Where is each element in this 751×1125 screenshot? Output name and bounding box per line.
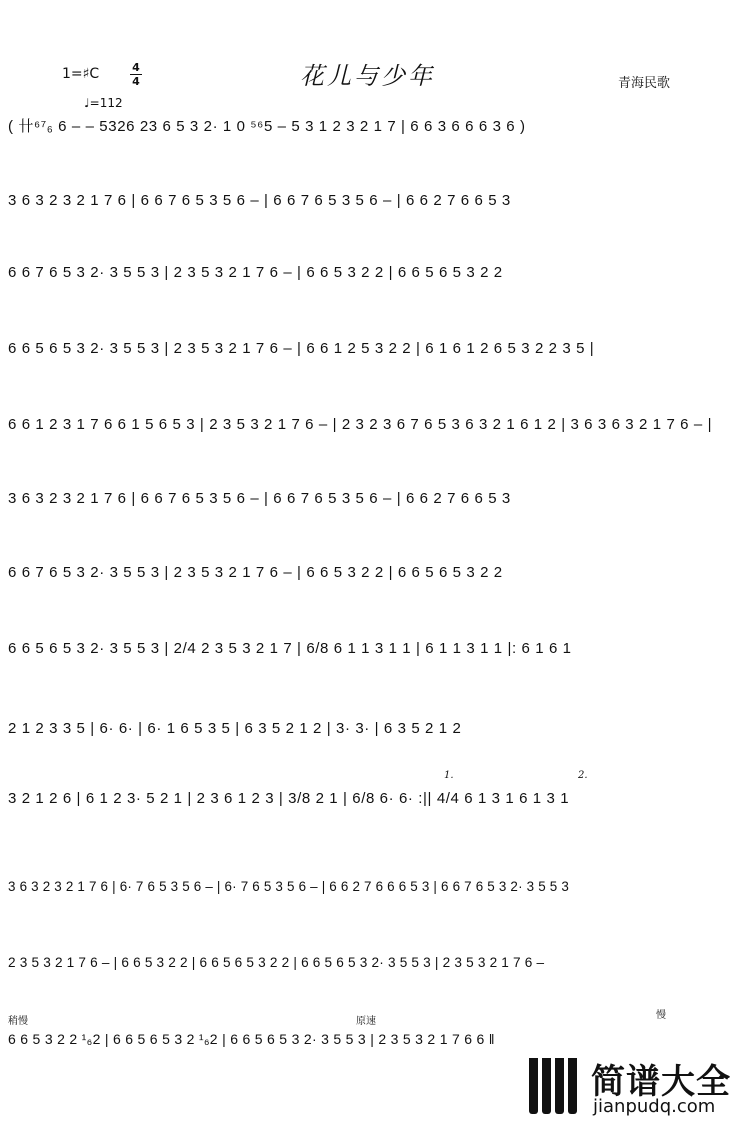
notation-system-1 [0, 104, 751, 150]
notation-system-9 [0, 706, 751, 752]
notation-system-10 [0, 770, 751, 822]
notation-line: 6 6 1 2 3 1 7 6 6 1 5 6 5 3 | 2 3 5 3 2 1 7 6 – | 2 3 2 3 6 7 6 5 3 6 3 2 1 6 1 2 | 3 6 3 6 3 2 1 7 6 – | [8, 416, 713, 433]
notation-system-6 [0, 476, 751, 522]
original-tempo-label: 原速 [356, 1016, 376, 1027]
score-attribution: 青海民歌 [618, 76, 671, 91]
notation-line: 6 6 5 6 5 3 2· 3 5 5 3 | 2 3 5 3 2 1 7 6 – | 6 6 1 2 5 3 2 2 | 6 1 6 1 2 6 5 3 2 2 3 5 | [8, 340, 595, 357]
piano-keys-icon [527, 1058, 585, 1114]
watermark-name: 简谱大全 [591, 1062, 731, 1102]
key-signature: 1=♯C [62, 66, 100, 82]
final-slow-label: 慢 [656, 1010, 666, 1021]
notation-line: 2 1 2 3 3 5 | 6· 6· | 6· 1 6 5 3 5 | 6 3 5 2 1 2 | 3· 3· | 6 3 5 2 1 2 [8, 720, 462, 737]
notation-line: 2 3 5 3 2 1 7 6 – | 6 6 5 3 2 2 | 6 6 5 6 5 3 2 2 | 6 6 5 6 5 3 2· 3 5 5 3 | 2 3 5 3 2 1 7 6 – [8, 955, 545, 970]
notation-system-7 [0, 550, 751, 596]
watermark-url: jianpudq.com [593, 1096, 716, 1117]
notation-system-11 [0, 864, 751, 910]
time-signature-bottom: 4 [132, 75, 140, 88]
notation-system-3 [0, 250, 751, 296]
tempo-marking: ♩=112 [84, 96, 123, 110]
notation-system-12 [0, 940, 751, 986]
notation-line: 6 6 7 6 5 3 2· 3 5 5 3 | 2 3 5 3 2 1 7 6 – | 6 6 5 3 2 2 | 6 6 5 6 5 3 2 2 [8, 264, 503, 281]
site-watermark [527, 1052, 747, 1122]
notation-system-4 [0, 326, 751, 372]
notation-system-5 [0, 402, 751, 448]
score-title: 花儿与少年 [300, 62, 435, 90]
notation-line: 3 6 3 2 3 2 1 7 6 | 6 6 7 6 5 3 5 6 – | 6 6 7 6 5 3 5 6 – | 6 6 2 7 6 6 5 3 [8, 490, 511, 507]
slow-tempo-label: 稍慢 [8, 1016, 28, 1027]
volta-second-ending: 2. [578, 770, 588, 781]
volta-first-ending: 1. [444, 770, 454, 781]
notation-line: 6 6 7 6 5 3 2· 3 5 5 3 | 2 3 5 3 2 1 7 6 – | 6 6 5 3 2 2 | 6 6 5 6 5 3 2 2 [8, 564, 503, 581]
notation-system-8 [0, 626, 751, 672]
notation-line: 3 6 3 2 3 2 1 7 6 | 6 6 7 6 5 3 5 6 – | 6 6 7 6 5 3 5 6 – | 6 6 2 7 6 6 5 3 [8, 192, 511, 209]
notation-line: 3 6 3 2 3 2 1 7 6 | 6· 7 6 5 3 5 6 – | 6· 7 6 5 3 5 6 – | 6 6 2 7 6 6 6 5 3 | 6 6 7 6 5 3 2· 3 5 5 3 [8, 879, 569, 894]
time-signature [130, 62, 142, 87]
notation-line: ( 卄⁶⁷₆ 6 – – 5326 23 6 5 3 2· 1 0 ⁵⁶5 – 5 3 1 2 3 2 1 7 | 6 6 3 6 6 6 3 6 ) [8, 118, 526, 135]
time-signature-top: 4 [132, 61, 140, 74]
notation-line: 3 2 1 2 6 | 6 1 2 3· 5 2 1 | 2 3 6 1 2 3 | 3/8 2 1 | 6/8 6· 6· :|| 4/4 6 1 3 1 6 1 3 1 [8, 790, 570, 807]
notation-line: 6 6 5 6 5 3 2· 3 5 5 3 | 2/4 2 3 5 3 2 1 7 | 6/8 6 1 1 3 1 1 | 6 1 1 3 1 1 |: 6 1 6 1 [8, 640, 572, 657]
notation-system-2 [0, 178, 751, 224]
notation-line: 6 6 5 3 2 2 ¹₆2 | 6 6 5 6 5 3 2 ¹₆2 | 6 6 5 6 5 3 2· 3 5 5 3 | 2 3 5 3 2 1 7 6 6 ‖ [8, 1031, 495, 1047]
